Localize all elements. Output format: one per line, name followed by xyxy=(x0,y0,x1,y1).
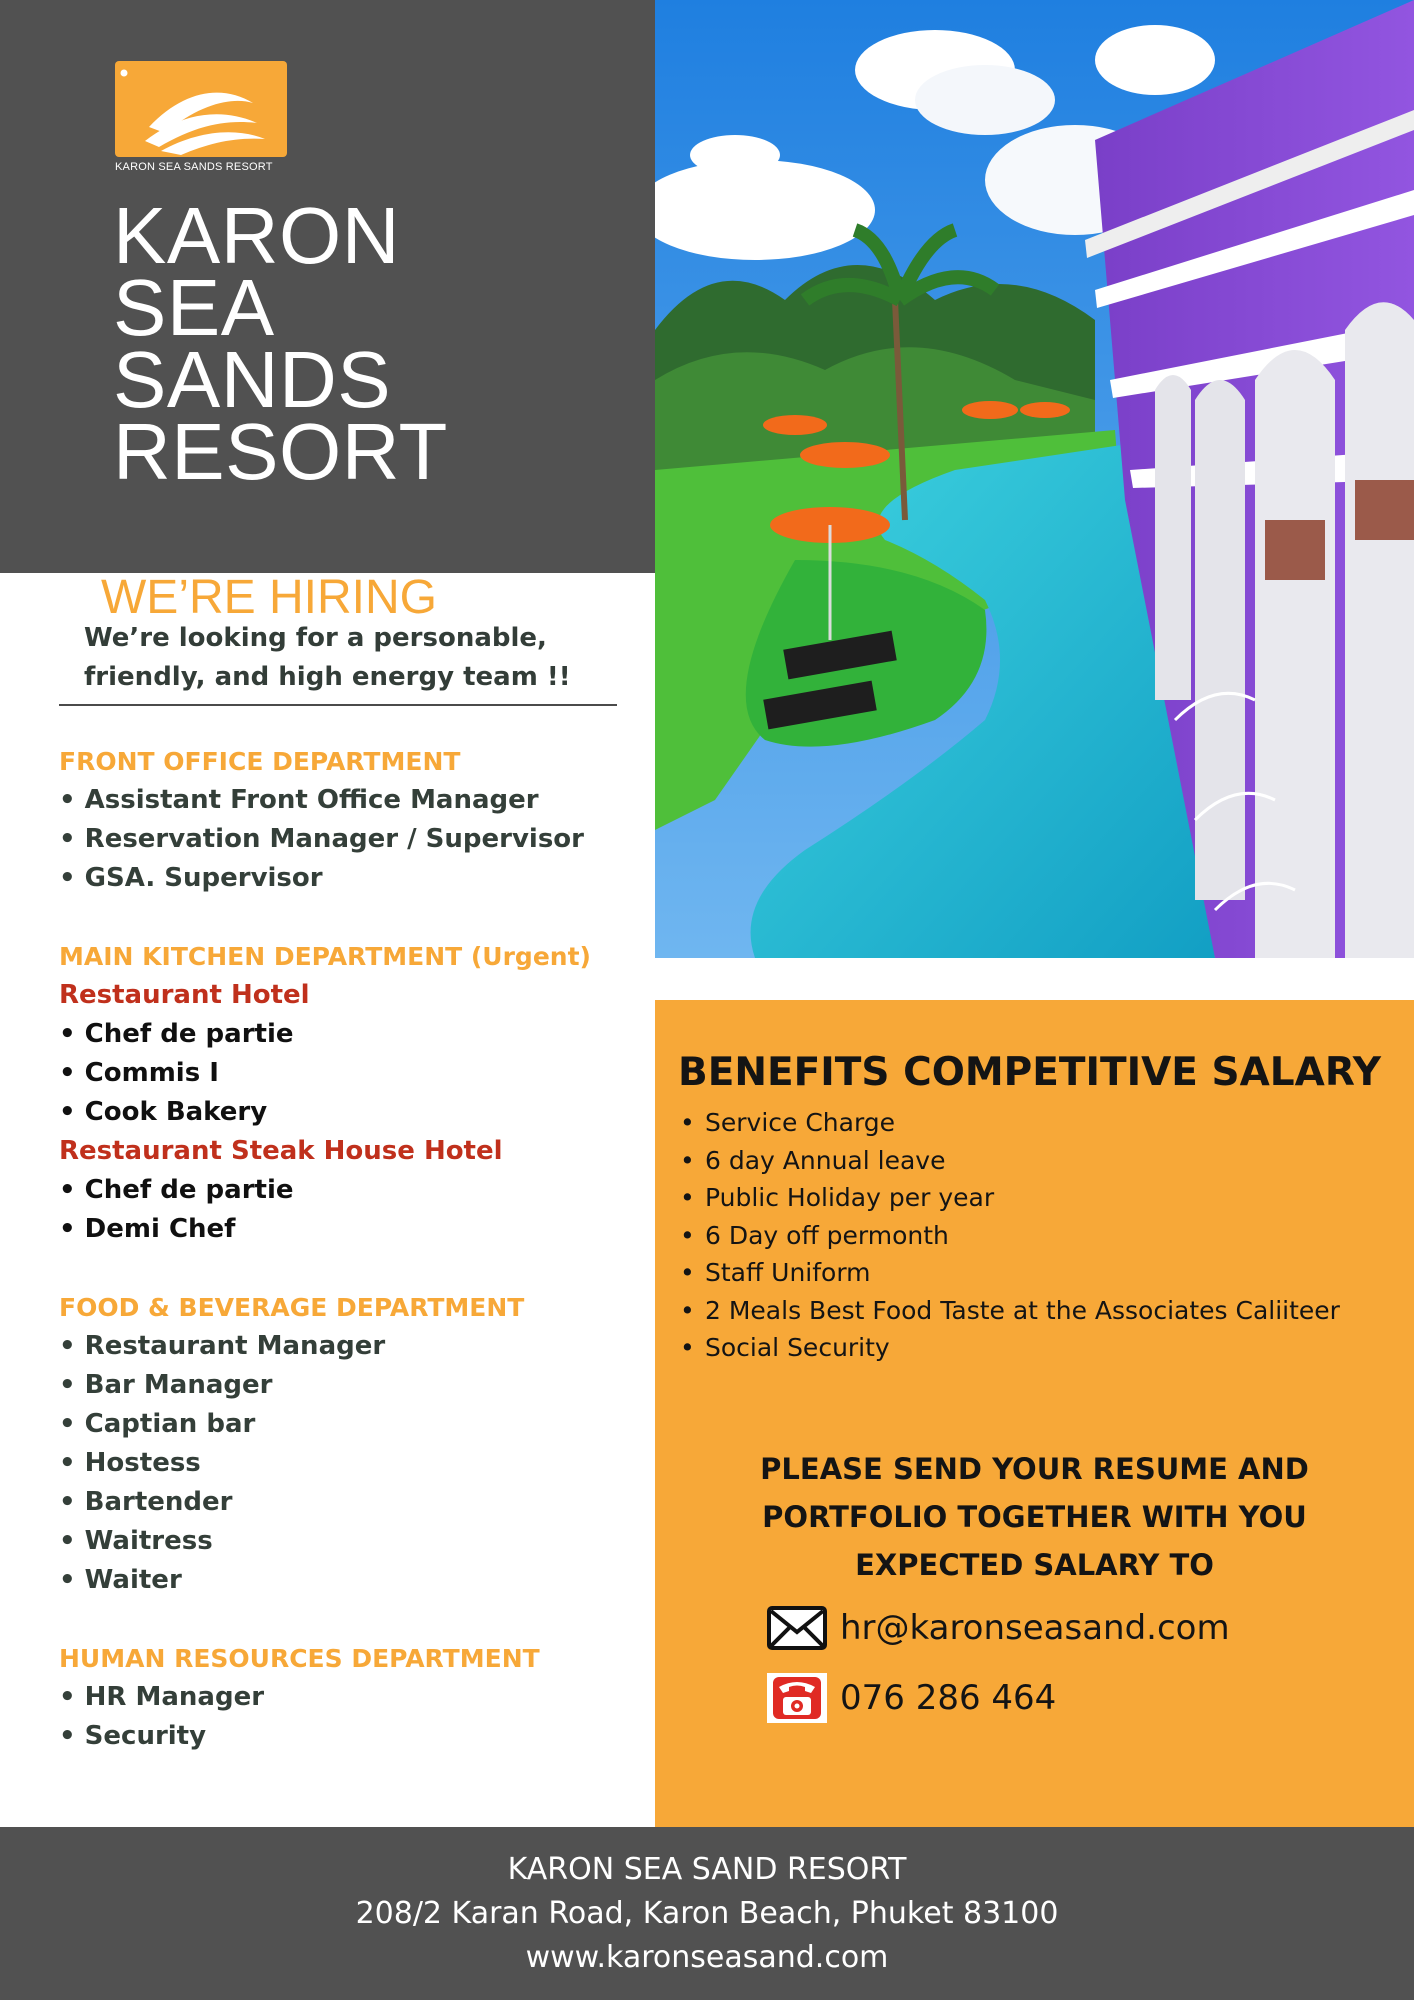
title-line: SEA xyxy=(113,263,275,352)
phone-contact xyxy=(767,1673,1056,1723)
resort-pool-photo xyxy=(655,0,1414,958)
tagline-line: We’re looking for a personable, xyxy=(84,623,547,653)
job-item: • GSA. Supervisor xyxy=(59,863,323,893)
job-item: • Assistant Front Office Manager xyxy=(59,785,539,815)
envelope-icon xyxy=(767,1603,827,1653)
resort-logo xyxy=(115,61,287,175)
benefits-list xyxy=(680,1104,1340,1367)
tagline-line: friendly, and high energy team !! xyxy=(84,662,571,692)
footer-name: KARON SEA SAND RESORT xyxy=(507,1852,907,1887)
apply-line: EXPECTED SALARY TO xyxy=(855,1548,1214,1582)
title-line: SANDS xyxy=(113,335,392,424)
email-contact xyxy=(767,1603,1230,1653)
title-line: RESORT xyxy=(113,407,448,496)
benefit-item: • 6 day Annual leave xyxy=(680,1142,1340,1180)
phone-number[interactable]: 076 286 464 xyxy=(840,1678,1057,1718)
job-listings xyxy=(59,742,649,1756)
department-heading: MAIN KITCHEN DEPARTMENT (Urgent) xyxy=(59,942,591,971)
department-heading: FRONT OFFICE DEPARTMENT xyxy=(59,747,461,776)
job-item: • Waitress xyxy=(59,1526,213,1556)
email-link[interactable]: hr@karonseasand.com xyxy=(840,1608,1230,1648)
job-item: • Chef de partie xyxy=(59,1175,294,1205)
department-heading: HUMAN RESOURCES DEPARTMENT xyxy=(59,1644,540,1673)
job-item: • Bar Manager xyxy=(59,1370,273,1400)
restaurant-subheading: Restaurant Hotel xyxy=(59,980,310,1010)
wave-logo-icon xyxy=(115,61,287,157)
header-panel xyxy=(0,0,655,573)
apply-instructions xyxy=(655,1445,1414,1589)
job-item: • Waiter xyxy=(59,1565,182,1595)
benefits-panel xyxy=(655,1000,1414,1827)
hiring-tagline xyxy=(84,619,604,697)
job-item: • Captian bar xyxy=(59,1409,256,1439)
job-item: • Hostess xyxy=(59,1448,201,1478)
hiring-heading: WE’RE HIRING xyxy=(101,571,437,624)
job-item: • Security xyxy=(59,1721,207,1751)
benefits-title: BENEFITS COMPETITIVE SALARY xyxy=(678,1050,1381,1095)
benefit-item: • Social Security xyxy=(680,1329,1340,1367)
footer-website-link[interactable]: www.karonseasand.com xyxy=(525,1940,889,1975)
benefit-item: • 2 Meals Best Food Taste at the Associates Caliiteer xyxy=(680,1292,1340,1330)
apply-line: PLEASE SEND YOUR RESUME AND xyxy=(760,1452,1309,1486)
telephone-icon xyxy=(767,1673,827,1723)
job-item: • HR Manager xyxy=(59,1682,265,1712)
benefit-item: • Service Charge xyxy=(680,1104,1340,1142)
benefit-item: • Staff Uniform xyxy=(680,1254,1340,1292)
apply-line: PORTFOLIO TOGETHER WITH YOU xyxy=(762,1500,1307,1534)
department-heading: FOOD & BEVERAGE DEPARTMENT xyxy=(59,1293,525,1322)
job-item: • Commis I xyxy=(59,1058,219,1088)
job-item: • Chef de partie xyxy=(59,1019,294,1049)
title-line: KARON xyxy=(113,191,400,280)
divider xyxy=(59,704,617,706)
footer-address: 208/2 Karan Road, Karon Beach, Phuket 83100 xyxy=(355,1896,1059,1931)
job-item: • Cook Bakery xyxy=(59,1097,268,1127)
logo-caption: KARON SEA SANDS RESORT xyxy=(115,161,273,173)
footer xyxy=(0,1827,1414,2000)
job-item: • Demi Chef xyxy=(59,1214,236,1244)
job-item: • Reservation Manager / Supervisor xyxy=(59,824,584,854)
benefit-item: • 6 Day off permonth xyxy=(680,1217,1340,1255)
job-item: • Restaurant Manager xyxy=(59,1331,386,1361)
restaurant-subheading: Restaurant Steak House Hotel xyxy=(59,1136,503,1166)
resort-title xyxy=(113,191,633,496)
benefit-item: • Public Holiday per year xyxy=(680,1179,1340,1217)
job-item: • Bartender xyxy=(59,1487,233,1517)
